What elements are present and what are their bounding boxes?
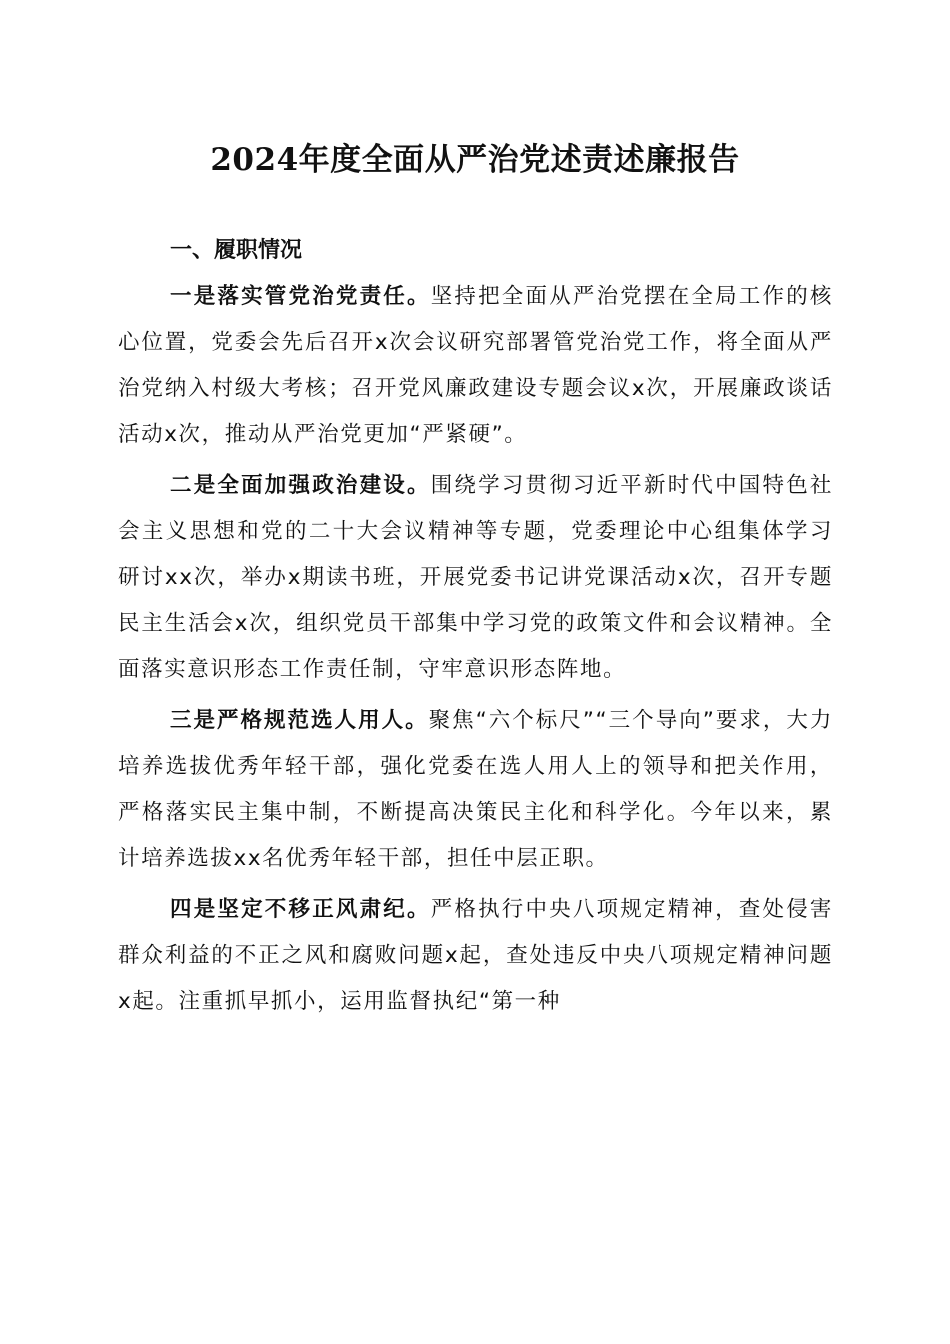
document-body <box>118 228 833 1030</box>
paragraph-2 <box>118 463 833 693</box>
paragraph-1-lead: 一是落实管党治党责任。 <box>170 284 431 309</box>
paragraph-3-text: 聚焦“六个标尺”“三个导向”要求，大力培养选拔优秀年轻干部，强化党委在选人用人上的领导和把关作用，严格落实民主集中制，不断提高决策民主化和科学化。今年以来，累计培养选拔xx名优秀年轻干部，担任中层正职。 <box>118 708 833 871</box>
section-heading: 一、履职情况 <box>170 238 303 263</box>
paragraph-3 <box>118 698 833 882</box>
paragraph-2-text: 围绕学习贯彻习近平新时代中国特色社会主义思想和党的二十大会议精神等专题，党委理论中心组集体学习研讨xx次，举办x期读书班，开展党委书记讲党课活动x次，召开专题民主生活会x次，组织党员干部集中学习党的政策文件和会议精神。全面落实意识形态工作责任制，守牢意识形态阵地。 <box>118 473 833 682</box>
paragraph-4-text: 严格执行中央八项规定精神，查处侵害群众利益的不正之风和腐败问题x起，查处违反中央八项规定精神问题x起。注重抓早抓小，运用监督执纪“第一种 <box>118 897 833 1014</box>
paragraph-3-lead: 三是严格规范选人用人。 <box>170 708 429 733</box>
paragraph-1 <box>118 274 833 458</box>
paragraph-4 <box>118 887 833 1025</box>
paragraph-2-lead: 二是全面加强政治建设。 <box>170 473 431 498</box>
document-title: 2024年度全面从严治党述责述廉报告 <box>210 142 740 178</box>
paragraph-4-lead: 四是坚定不移正风肃纪。 <box>170 897 431 922</box>
paragraph-1-text: 坚持把全面从严治党摆在全局工作的核心位置，党委会先后召开x次会议研究部署管党治党工作，将全面从严治党纳入村级大考核；召开党风廉政建设专题会议x次，开展廉政谈话活动x次，推动从严治党更加“严紧硬”。 <box>118 284 833 447</box>
